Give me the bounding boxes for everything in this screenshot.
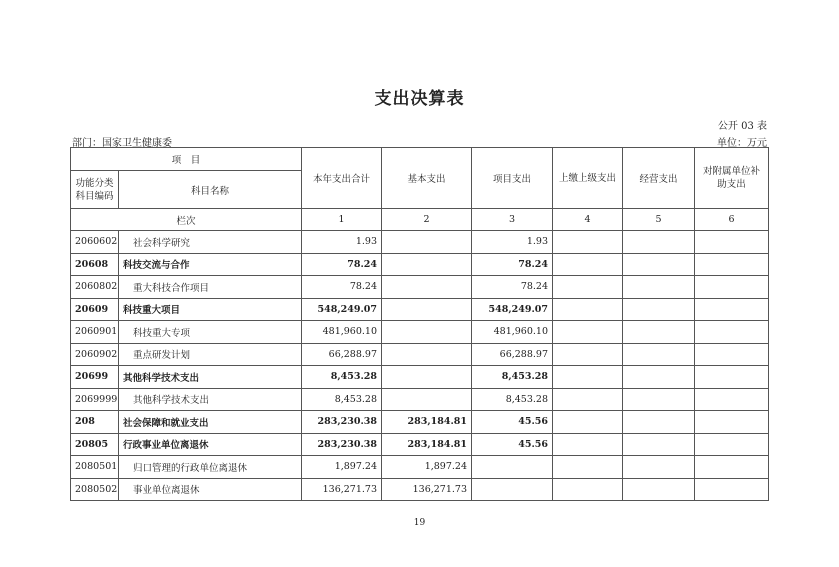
form-number: 公开 03 表 (717, 121, 767, 132)
row-name: 事业单位离退休 (133, 485, 200, 497)
row-code: 2060602 (75, 236, 118, 248)
row-name: 重点研发计划 (133, 350, 191, 362)
row-code: 2069999 (75, 393, 118, 405)
row-project: 66,288.97 (499, 348, 549, 360)
row-code: 2060902 (75, 348, 118, 360)
table-row (71, 298, 769, 321)
header-item: 项 目 (71, 148, 302, 171)
department-label: 部门：国家卫生健康委 (72, 138, 172, 149)
row-name: 科技重大项目 (123, 305, 181, 317)
page-number: 19 (413, 518, 426, 528)
header-name: 科目名称 (119, 171, 302, 209)
row-code: 2060802 (75, 281, 118, 293)
expenditure-table (70, 147, 769, 501)
row-total: 481,960.10 (322, 326, 378, 338)
header-code: 功能分类科目编码 (71, 171, 119, 209)
row-basic: 283,184.81 (407, 416, 468, 428)
row-basic: 136,271.73 (412, 483, 468, 495)
table-row (71, 433, 769, 456)
col-num: 1 (302, 209, 382, 231)
table-row (71, 253, 769, 276)
header-total: 本年支出合计 (302, 148, 382, 209)
table-row (71, 276, 769, 299)
row-name: 重大科技合作项目 (133, 282, 210, 294)
header-business: 经营支出 (623, 148, 695, 209)
row-total: 78.24 (347, 258, 378, 270)
header-basic: 基本支出 (382, 148, 472, 209)
row-code: 20805 (75, 438, 109, 450)
row-project: 481,960.10 (493, 326, 549, 338)
table-row (71, 343, 769, 366)
table-row (71, 411, 769, 434)
row-project: 8,453.28 (505, 393, 549, 405)
row-total: 66,288.97 (328, 348, 378, 360)
row-total: 283,230.38 (317, 438, 378, 450)
table-row (71, 366, 769, 389)
row-total: 1,897.24 (334, 461, 378, 473)
row-name: 社会保障和就业支出 (123, 417, 209, 429)
unit-label: 单位：万元 (717, 138, 767, 149)
row-total: 136,271.73 (322, 483, 378, 495)
row-name: 科技重大专项 (133, 327, 191, 339)
row-project: 548,249.07 (488, 303, 549, 315)
row-name: 社会科学研究 (133, 237, 191, 249)
col-num: 5 (623, 209, 695, 231)
row-code: 20699 (75, 371, 109, 383)
row-basic: 283,184.81 (407, 438, 468, 450)
row-name: 科技交流与合作 (123, 260, 190, 272)
row-total: 1.93 (355, 236, 378, 248)
header-upper: 上缴上级支出 (553, 148, 623, 209)
row-code: 20608 (75, 258, 109, 270)
row-project: 1.93 (526, 236, 549, 248)
row-project: 8,453.28 (501, 371, 549, 383)
header-project: 项目支出 (472, 148, 553, 209)
row-total: 8,453.28 (334, 393, 378, 405)
row-total: 78.24 (349, 281, 378, 293)
row-total: 8,453.28 (330, 371, 378, 383)
row-project: 45.56 (518, 438, 549, 450)
col-num: 6 (695, 209, 769, 231)
table-row (71, 231, 769, 254)
row-basic: 1,897.24 (424, 461, 468, 473)
header-subsidy: 对附属单位补助支出 (695, 148, 769, 209)
row-code: 20609 (75, 303, 109, 315)
row-code: 208 (75, 416, 95, 428)
row-project: 45.56 (518, 416, 549, 428)
row-code: 2080501 (75, 461, 118, 473)
col-num: 2 (382, 209, 472, 231)
row-total: 283,230.38 (317, 416, 378, 428)
table-row (71, 456, 769, 479)
row-code: 2080502 (75, 483, 118, 495)
table-row (71, 388, 769, 411)
row-name: 归口管理的行政单位离退休 (133, 462, 248, 474)
row-total: 548,249.07 (317, 303, 378, 315)
table-row (71, 321, 769, 344)
row-name: 行政事业单位离退休 (123, 440, 209, 452)
table-row (71, 478, 769, 501)
row-code: 2060901 (75, 326, 118, 338)
row-project: 78.24 (518, 258, 549, 270)
col-num: 3 (472, 209, 553, 231)
col-num: 4 (553, 209, 623, 231)
header-lanci: 栏次 (71, 209, 302, 231)
row-name: 其他科学技术支出 (133, 395, 210, 407)
row-name: 其他科学技术支出 (123, 372, 200, 384)
row-project: 78.24 (520, 281, 549, 293)
page-title: 支出决算表 (374, 89, 465, 109)
